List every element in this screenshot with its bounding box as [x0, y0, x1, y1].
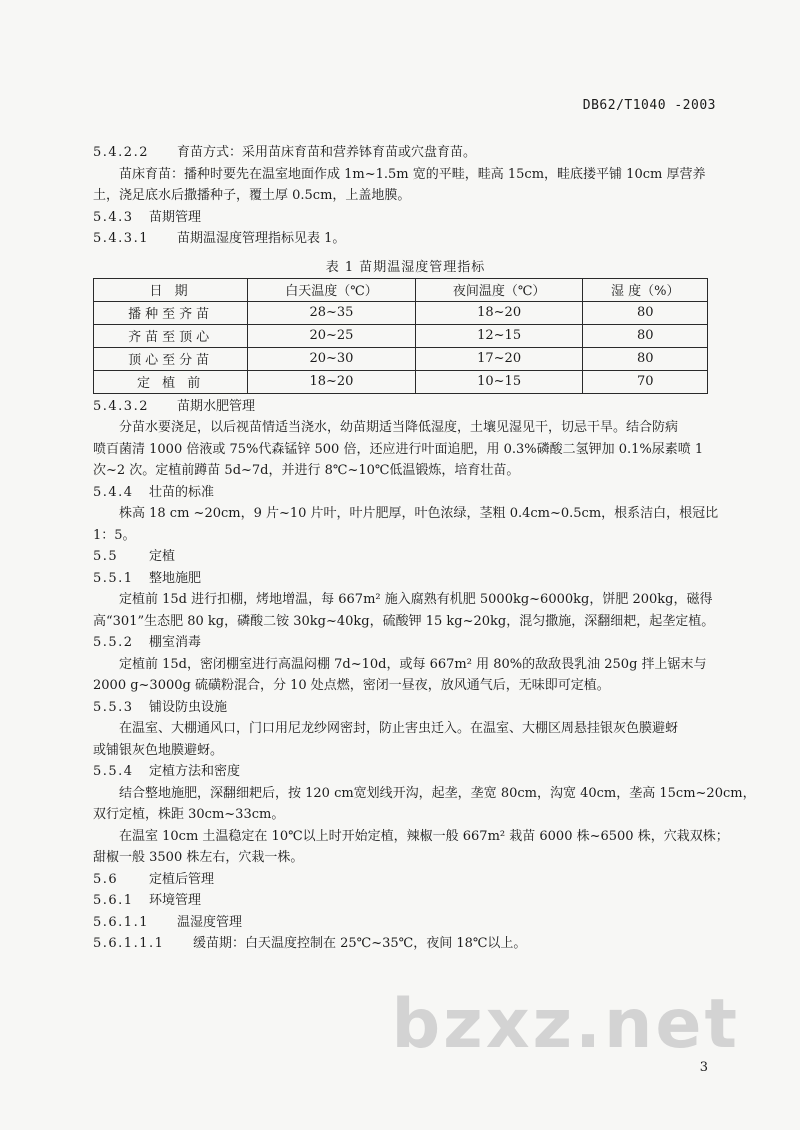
paragraph: 苗床育苗：播种时要先在温室地面作成 1m~1.5m 宽的平畦，畦高 15cm，畦底搂平铺 10cm 厚营养	[119, 166, 706, 182]
paragraph: 在温室、大棚通风口，门口用尼龙纱网密封，防止害虫迁入。在温室、大棚区周悬挂银灰色膜避蚜	[119, 721, 679, 736]
table-cell: 17~20	[415, 347, 583, 370]
section-number: 5.5.3	[93, 699, 134, 715]
section-number: 5.6	[93, 871, 119, 887]
section-title: 整地施肥	[149, 570, 202, 586]
paragraph: 定植前 15d 进行扣棚，烤地增温，每 667m² 施入腐熟有机肥 5000kg~6000kg，饼肥 200kg，磁得	[119, 592, 713, 607]
paragraph: 双行定植，株距 30cm~33cm。	[93, 807, 285, 822]
table-cell: 80	[583, 347, 708, 370]
table-cell: 18~20	[248, 370, 416, 393]
paragraph: 或铺银灰色地膜避蚜。	[93, 742, 224, 758]
table-cell: 80	[583, 324, 708, 347]
section-title: 壮苗的标准	[149, 484, 215, 500]
section-5-4-3	[93, 207, 718, 229]
table-cell: 齐苗至顶心	[94, 324, 248, 347]
paragraph: 结合整地施肥，深翻细耙后，按 120 cm宽划线开沟，起垄，垄宽 80cm，沟宽 40cm，垄高 15cm~20cm，	[119, 785, 756, 801]
watermark: bzxz.net	[391, 985, 740, 1064]
section-number: 5.6.1	[93, 893, 134, 908]
table-cell: 播种至齐苗	[94, 301, 248, 324]
section-5-5-2	[93, 632, 718, 654]
section-number: 5.4.2.2	[93, 145, 149, 160]
paragraph: 分苗水要浇足，以后视苗情适当浇水，幼苗期适当降低湿度，土壤见湿见干，切忌干旱。结合防病	[119, 420, 679, 435]
section-5-4-3-2	[93, 396, 718, 418]
table-header-cell: 白天温度（℃）	[248, 278, 416, 301]
standard-code: DB62/T1040 -2003	[582, 98, 716, 113]
section-5-4-2-2	[93, 142, 718, 164]
section-number: 5.4.3	[93, 209, 134, 225]
section-text: 育苗方式：采用苗床育苗和营养钵育苗或穴盘育苗。	[177, 145, 477, 160]
paragraph: 高“301”生态肥 80 kg，磷酸二铵 30kg~40kg，硫酸钾 15 kg~20kg，混匀撒施，深翻细耙，起垄定植。	[93, 613, 715, 629]
section-5-6	[93, 869, 718, 891]
paragraph: 在温室 10cm 土温稳定在 10℃以上时开始定植，辣椒一般 667m² 栽苗 6000 株~6500 株，穴栽双株；	[119, 828, 729, 844]
table-cell: 20~30	[248, 347, 416, 370]
table-cell: 80	[583, 301, 708, 324]
table-cell: 定 植 前	[94, 370, 248, 393]
section-number: 5.4.4	[93, 484, 134, 500]
table-row	[94, 301, 708, 324]
section-number: 5.5.1	[93, 570, 134, 586]
section-5-5-3	[93, 697, 718, 719]
section-5-5	[93, 546, 718, 568]
section-number: 5.4.3.2	[93, 398, 149, 414]
section-title: 定植后管理	[149, 871, 215, 887]
table-row	[94, 347, 708, 370]
table-cell: 18~20	[415, 301, 583, 324]
section-number: 5.5.2	[93, 635, 134, 650]
section-title: 温湿度管理	[177, 914, 243, 930]
table-cell: 顶心至分苗	[94, 347, 248, 370]
section-5-6-1-1	[93, 912, 718, 934]
section-number: 5.4.3.1	[93, 231, 149, 246]
table-header-cell: 湿 度（%）	[583, 278, 708, 301]
section-number: 5.5.4	[93, 764, 134, 779]
section-title: 定植	[149, 549, 176, 564]
paragraph: 株高 18 cm ~20cm，9 片~10 片叶，叶片肥厚，叶色浓绿，茎粗 0.4cm~0.5cm，根系洁白，根冠比	[119, 506, 719, 521]
section-title: 定植方法和密度	[149, 764, 241, 779]
table-row	[94, 370, 708, 393]
section-5-4-4	[93, 482, 718, 504]
paragraph: 甜椒一般 3500 株左右，穴栽一株。	[93, 850, 304, 865]
section-title: 苗期管理	[149, 209, 202, 225]
section-title: 环境管理	[149, 893, 202, 908]
table-cell: 10~15	[415, 370, 583, 393]
page-content	[93, 142, 756, 955]
section-number: 5.6.1.1.1	[93, 936, 165, 951]
table-header-cell: 夜间温度（℃）	[415, 278, 583, 301]
section-title: 棚室消毒	[149, 635, 202, 650]
section-5-4-3-1	[93, 228, 718, 250]
paragraph: 次~2 次。定植前蹲苗 5d~7d，并进行 8℃~10℃低温锻炼，培育壮苗。	[93, 463, 520, 478]
table-cell: 12~15	[415, 324, 583, 347]
paragraph: 土，浇足底水后撒播种子，覆土厚 0.5cm，上盖地膜。	[93, 188, 411, 203]
table-cell: 28~35	[248, 301, 416, 324]
table-cell: 20~25	[248, 324, 416, 347]
section-5-6-1-1-1	[93, 933, 718, 955]
paragraph: 喷百菌清 1000 倍液或 75%代森锰锌 500 倍，还应进行叶面追肥，用 0.3%磷酸二氢钾加 0.1%尿素喷 1	[93, 441, 704, 457]
table-cell: 70	[583, 370, 708, 393]
humidity-temperature-table	[93, 278, 708, 394]
table-row	[94, 324, 708, 347]
table-header-row	[94, 278, 708, 301]
section-title: 铺设防虫设施	[149, 699, 228, 715]
table-caption: 表 1 苗期温湿度管理指标	[325, 259, 486, 275]
section-number: 5.5	[93, 549, 119, 564]
section-text: 苗期温湿度管理指标见表 1。	[177, 231, 346, 246]
paragraph: 2000 g~3000g 硫磺粉混合，分 10 处点燃，密闭一昼夜，放风通气后，无味即可定植。	[93, 678, 610, 693]
section-text: 缓苗期：白天温度控制在 25℃~35℃，夜间 18℃以上。	[193, 936, 527, 951]
section-5-5-4	[93, 761, 718, 783]
section-5-5-1	[93, 568, 718, 590]
section-title: 苗期水肥管理	[177, 398, 256, 414]
page-number: 3	[699, 1060, 708, 1075]
section-number: 5.6.1.1	[93, 914, 149, 930]
table-header-cell: 日 期	[94, 278, 248, 301]
paragraph: 定植前 15d，密闭棚室进行高温闷棚 7d~10d，或每 667m² 用 80%的敌敌畏乳油 250g 拌上锯末与	[119, 656, 707, 672]
paragraph: 1：5。	[93, 527, 136, 543]
section-5-6-1	[93, 890, 718, 912]
